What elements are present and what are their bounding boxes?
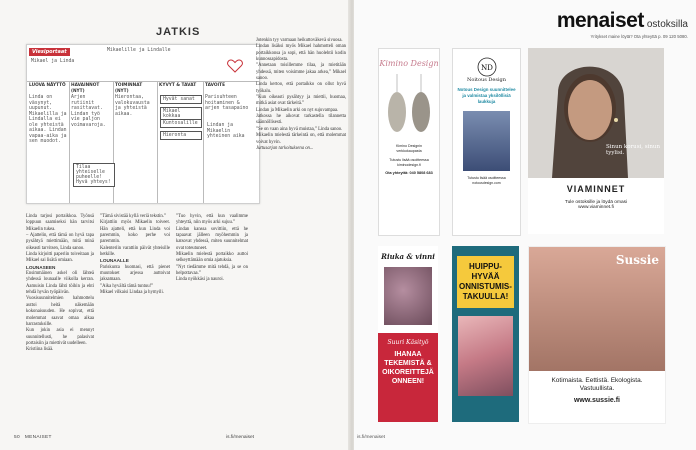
logo-main: menaiset (556, 9, 644, 32)
planner-name-note: Mikaelille ja Lindalle (107, 48, 171, 53)
planner-col1-text: Linda on väsynyt, uupunut. Mikaelilla ja Lindalla ei ole yhteistä aikaa. Lindan vapaa-aika ja sen muodot. (29, 95, 67, 144)
col4-paragraph: Lindan lisäksi myös Mikael hahmotteli oman portaikkonsa ja sopi, että hän huolehtii kodin kunnossapidosta. (256, 44, 346, 63)
col1-subheading: LOUNASEEN (26, 264, 56, 270)
article-column-2 (100, 214, 170, 296)
col1-paragraph: Linda tarjosi portaikkoa. Työnsä loppuun saamiseksi hän tarvitsi Mikaelin tukea. (26, 214, 94, 232)
viaminnet-headline: Sinun korusi, sinun tyylisi. (606, 144, 661, 156)
col4-paragraph: ”Kun oikeasti pysähtyy ja miettii, huomaa, mitkä asiat ovat tärkeitä.” (256, 95, 346, 107)
col2-paragraph: Kalenteriin varattiin päivät yhteisille hetkille. (100, 245, 170, 258)
logo-small: ostoksilla (646, 19, 688, 30)
svg-text:ND: ND (480, 64, 493, 72)
right-footer: is.fi/menaiset (357, 435, 385, 440)
col2-paragraph: ”Aika hyvältä tämä tuntuu!” (100, 283, 154, 289)
heart-icon (227, 59, 243, 73)
viaminnet-tagline: Tule ostoksille ja löydä omasi (564, 200, 628, 205)
planner-note-box: Tilaa yhteiselle puheelle! Hyvä yhteys! (73, 163, 115, 187)
sussie-brand: Sussie (615, 253, 659, 267)
page-url: is.fi/menaiset (226, 435, 254, 440)
col1-paragraph: Vuosisuunnitelmien hahmottelu auttoi heitä näkemään kokonaisuuden. He sopivat, että molemmat saavat omaa aikaa harrastuksille. (26, 296, 94, 327)
col3-paragraph: Linda nyökkäsi ja nauroi. (176, 277, 224, 283)
model-portrait (528, 48, 664, 178)
kimino-desc: Tutustu lisää osoitteessa kiminodesign.fi (389, 158, 429, 167)
kimino-logo: Kimino Design (379, 59, 439, 68)
earrings-image (379, 74, 439, 144)
col4-paragraph: Jotenkin tyy varmaan heikuttoväkevä sivuosa. (256, 38, 343, 43)
col1-paragraph: Ensimmäinen askel oli lähteä yhdessä lounaalle viikolla kerran. Aamuisin Linda lähti töihin ja ehti tehdä hyvän työpäivän. (26, 271, 94, 296)
col2-subheading: LOUNAALLE (100, 258, 129, 264)
col1-paragraph: Kun jokin asia ei mennyt suunnitellusti, he palasivat portaisiin ja miettivät uudelleen. (26, 328, 94, 346)
notous-desc: Tutustu lisää osoitteessa notousdesign.com (467, 176, 506, 185)
col2-paragraph: Mikael vilkaisi Lindaa ja hymyili. (100, 290, 164, 296)
ad-sussie[interactable] (528, 246, 666, 424)
planner-col5-header: TAVOITE (205, 83, 225, 88)
col4-paragraph: Linda kertoo, että portaikko on ollut hyvä työkalu. (256, 82, 346, 94)
kimino-title: Kimino Designin verkkokaupasta (396, 144, 422, 153)
col1-paragraph: Kristiina lisää. (26, 347, 54, 353)
notous-title: Notous Design suunnittelee ja valmistaa yksilöllisiä laukkuja (457, 87, 516, 104)
col2-paragraph: Kirjattiin myös Mikaelin toiveet. Hän ajatteli, että kun Linda voi paremmin, koko perhe voi paremmin. (100, 220, 170, 245)
col3-paragraph: ”Tuo hyvin, että kun vaalimme yhteyttä, niin myös arki sujuu.” (176, 214, 248, 226)
col4-paragraph: Jatkossa he aikovat tarkastella tilannetta säännöllisesti. (256, 114, 346, 126)
article-column-3 (176, 214, 248, 284)
planner-col1-header: LUOVA NÄYTTÖ (29, 83, 66, 88)
col1-paragraph: – Ajattelin, että tämä on hyvä tapa pysähtyä miettimään, mitä minä oikeasti tarvitsen, Linda sanoo. (26, 233, 94, 251)
ad-kimino-design[interactable] (378, 48, 440, 236)
col4-paragraph: ”Annetaan toisillemme tilaa, ja mietitään yhdessä, miten voisimme jakaa arkea,” Mikael sanoo. (256, 63, 346, 82)
planner-col4-item-1: Hyvät sanat (160, 95, 202, 104)
planner-col5-text: Parisuhteen hoitaminen & arjen tasapaino (205, 95, 249, 111)
planner-tag: Viesiportaat (29, 48, 70, 56)
article-column-1 (26, 214, 94, 354)
planner-col3-header: TOIMINNAT (NYT) (115, 83, 143, 94)
bag-image (463, 111, 510, 171)
riuka-brand: Riuka & vinni (381, 252, 435, 261)
planner-col4-item-3: Kuntosalille (160, 119, 202, 128)
planner-col4-header: KYVYT & TAVAT (159, 83, 197, 88)
sussie-url: www.sussie.fi (573, 397, 621, 404)
sussie-tagline: Kotimaista. Eettistä. Ekologista. Vastuullista. (551, 377, 643, 392)
col4-paragraph: Lindan ja Mikaelin arki on nyt sujuvampaa. (256, 107, 339, 113)
planner-col4-item-4: Hieronta (160, 131, 202, 140)
magazine-name: MENAISET (24, 435, 52, 440)
planner-heart-note: Lindan ja Mikaelin yhteinen aika (207, 123, 245, 139)
ad-viaminnet[interactable] (528, 48, 664, 234)
section-title: JATKIS (156, 26, 201, 38)
ad-riuka-vinni[interactable] (378, 246, 438, 422)
planner-col2-text: Arjen rutiinit rasittavat. Lindan työ vie paljon voimavaroja. (71, 95, 106, 128)
huippu-headline: HUIPPU-HYVÄÄ ONNISTUMIS-TAKUULLA! (457, 256, 514, 308)
ad-notous-design[interactable] (452, 48, 521, 236)
riuka-promo: IHANAA TEKEMISTÄ & OIKOREITTEJÄ ONNEEN! (382, 351, 434, 385)
col4-paragraph: Juttusarjan tarkoituksena on... (256, 145, 314, 151)
logo-sub: Yritykset maine löytä? Ota yhteyttä p. 09 120 5080. (590, 34, 688, 39)
kimino-phone: Ota yhteyttä: 040 5808 683 (385, 171, 433, 175)
col4-paragraph: ”Se on vaan aina hyvä muistaa,” Linda sanoo. (256, 126, 343, 132)
handicraft-image (458, 316, 513, 396)
planner-col4-item-2: Mikael kokkaa (160, 107, 202, 121)
planner-col2-header: HAVAINNOT (NYT) (71, 83, 100, 94)
viaminnet-brand: VIAMINNET (566, 184, 626, 194)
col3-paragraph: ”Nyt tiedämme mitä tehdä, ja se on helpottavaa.” (176, 264, 248, 277)
planner-sketch (26, 44, 260, 204)
article-column-4 (256, 38, 346, 152)
menaiset-ostoksilla-logo (557, 9, 688, 39)
col1-paragraph: Linda kirjoitti paperiin toiveitaan ja Mikael sai lisätä omiaan. (26, 252, 94, 264)
notous-logo: Noitous Design (467, 77, 506, 83)
yarn-image (384, 267, 432, 325)
planner-intro: Mikael ja Linda (31, 59, 75, 64)
notous-logo-icon (477, 57, 497, 77)
viaminnet-url: www.viaminnet.fi (578, 205, 614, 210)
col2-paragraph: Pariskunta huomasi, että pienet muutokset arjessa auttoivat jaksamaan. (100, 264, 170, 283)
page-number: 50 (14, 435, 20, 440)
col4-paragraph: Mikaelin mielestä tärkeintä on, että molemmat voivat hyvin. (256, 133, 346, 145)
col3-paragraph: Mikaelin mielestä portaikko auttoi selkeyttämään omia ajatuksia. (176, 252, 248, 264)
col3-paragraph: Lindan kanssa sovittiin, että he tapaavat jälleen myöhemmin ja katsovat yhdessä, miten suunnitelmat ovat toteutuneet. (176, 226, 248, 251)
page-folio (14, 435, 52, 440)
ad-huippuhyvaa[interactable] (452, 246, 519, 422)
planner-col3-text: Hierontaa, valokuvausta ja yhteistä aikaa. (115, 95, 150, 117)
col2-paragraph: ”Tämä sivistää kyllä veriä tekstin.” (100, 214, 166, 219)
riuka-sub: Suuri Käsityö (387, 339, 429, 346)
